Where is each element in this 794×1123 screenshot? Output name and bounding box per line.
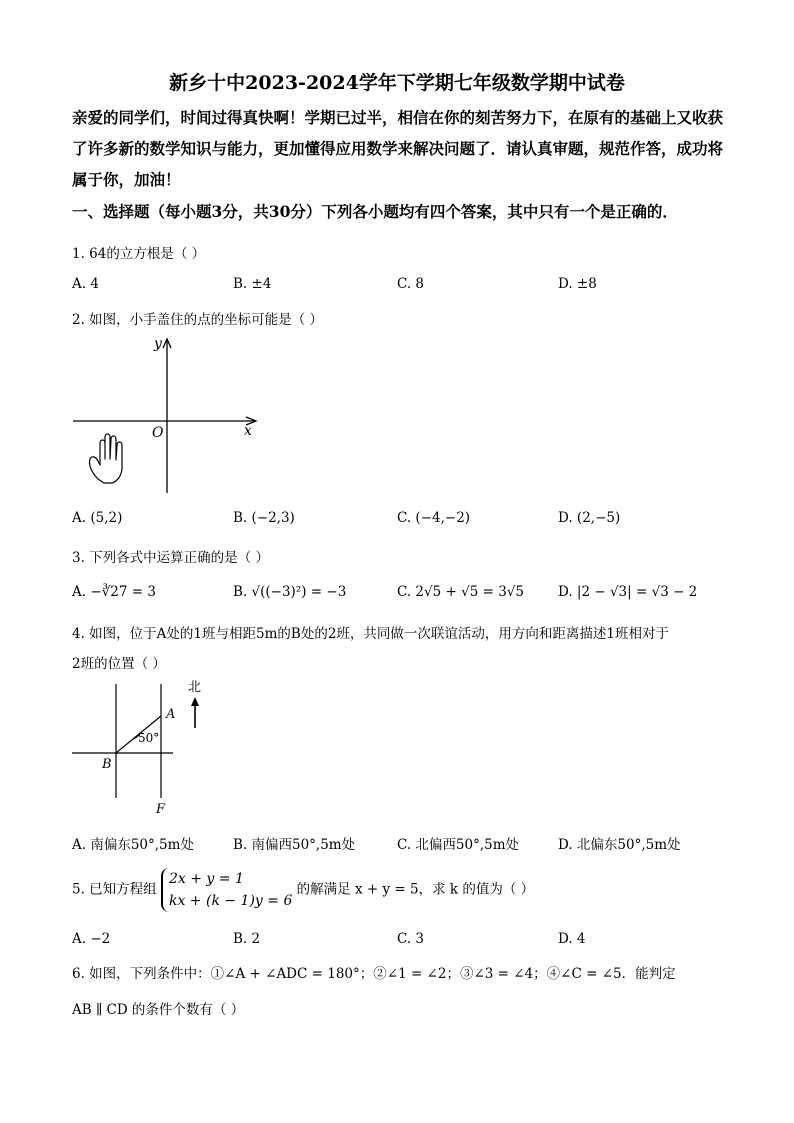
question-6-stem-line1: 6. 如图，下列条件中：①∠A + ∠ADC = 180°；②∠1 = ∠2；③∠3 = ∠4；④∠C = ∠5．能判定 [72, 966, 676, 982]
point-b-label: B [102, 757, 112, 772]
q4-option-d: D. 北偏东50°,5m处 [558, 837, 681, 853]
q5-option-c: C. 3 [397, 931, 425, 947]
point-f-label: F [156, 802, 166, 817]
equation-system [161, 868, 292, 912]
north-label: 北 [188, 680, 202, 695]
angle-label: 50° [138, 731, 160, 745]
q1-option-d: D. ±8 [558, 276, 597, 292]
question-1-stem: 1. 64的立方根是（ ） [72, 246, 206, 262]
q2-option-d: D. (2,−5) [558, 510, 621, 526]
q1-option-a: A. 4 [72, 276, 99, 292]
question-3-stem: 3. 下列各式中运算正确的是（ ） [72, 550, 269, 566]
point-a-label: A [166, 707, 176, 722]
north-arrow-icon [191, 697, 199, 706]
section-heading: 一、选择题（每小题3分，共30分）下列各小题均有四个答案，其中只有一个是正确的． [72, 202, 678, 221]
q1-option-c: C. 8 [397, 276, 425, 292]
question-6-stem-line2: AB ∥ CD 的条件个数有（ ） [72, 1002, 245, 1018]
q4-option-c: C. 北偏西50°,5m处 [397, 837, 520, 853]
q5-suffix: 的解满足 x + y = 5，求 k 的值为（ ） [296, 881, 535, 898]
question-4-stem-line1: 4. 如图，位于A处的1班与相距5m的B处的2班，共同做一次联谊活动，用方向和距离描述1班相对于 [72, 626, 669, 642]
page-title: 新乡十中2023-2024学年下学期七年级数学期中试卷 [169, 72, 625, 94]
q4-option-b: B. 南偏西50°,5m处 [233, 837, 356, 853]
origin-label: O [152, 425, 164, 441]
hand-icon [89, 434, 122, 483]
equation-2: kx + (k − 1)y = 6 [168, 893, 293, 909]
q3-option-a: A. −∛27 = 3 [72, 584, 156, 600]
question-5-stem [72, 868, 534, 912]
direction-figure [70, 676, 220, 822]
q2-option-b: B. (−2,3) [233, 510, 295, 526]
q3-option-c: C. 2√5 + √5 = 3√5 [397, 584, 524, 600]
question-4-stem-line2: 2班的位置（ ） [72, 656, 166, 672]
q1-option-b: B. ±4 [233, 276, 272, 292]
x-axis-label: x [244, 423, 252, 439]
q3-option-b: B. √((−3)²) = −3 [233, 584, 347, 600]
question-2-stem: 2. 如图，小手盖住的点的坐标可能是（ ） [72, 312, 323, 328]
q2-option-a: A. (5,2) [72, 510, 123, 526]
coordinate-figure [70, 333, 270, 495]
q5-option-d: D. 4 [558, 931, 586, 947]
q4-option-a: A. 南偏东50°,5m处 [72, 837, 194, 853]
y-axis-label: y [154, 336, 162, 352]
q5-option-a: A. −2 [72, 931, 111, 947]
q2-option-c: C. (−4,−2) [397, 510, 471, 526]
equation-1: 2x + y = 1 [168, 871, 244, 887]
q3-option-d: D. |2 − √3| = √3 − 2 [558, 584, 698, 600]
q5-prefix: 5. 已知方程组 [72, 881, 157, 898]
q5-option-b: B. 2 [233, 931, 261, 947]
intro-paragraph: 亲爱的同学们，时间过得真快啊！学期已过半，相信在你的刻苦努力下，在原有的基础上又收获了许多新的数学知识与能力，更加懂得应用数学来解决问题了．请认真审题，规范作答，成功将属于你，加油！ [72, 108, 724, 189]
